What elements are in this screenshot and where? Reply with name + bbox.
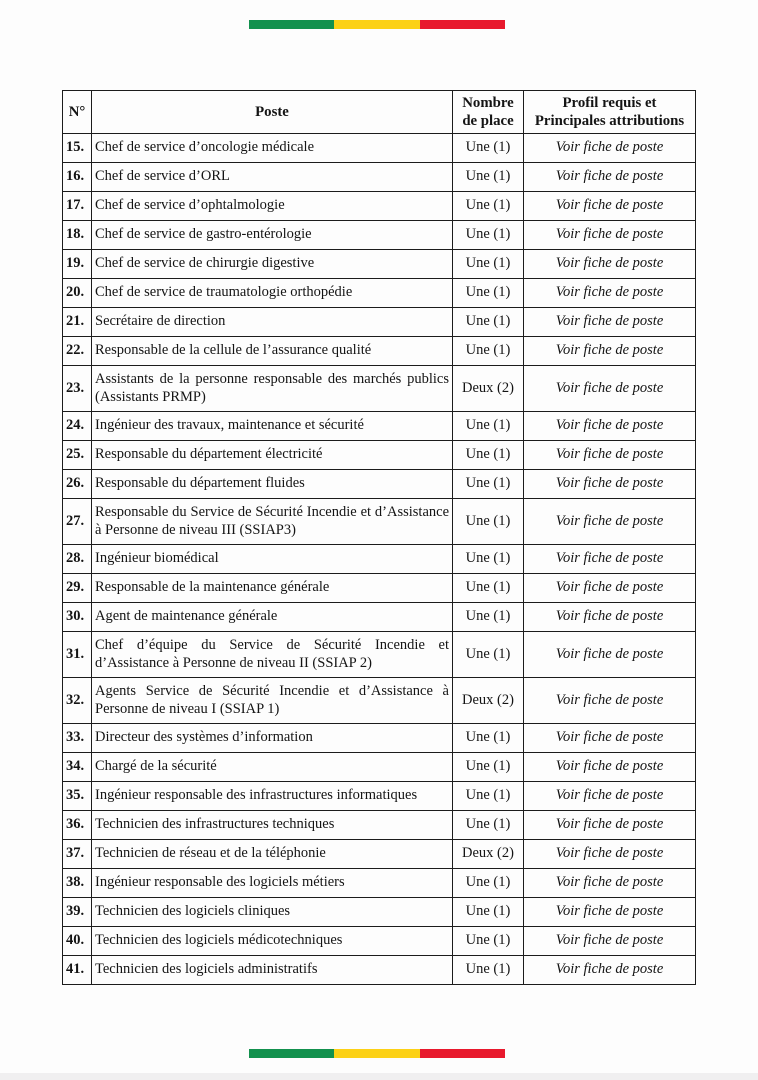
places-cell: Une (1) <box>453 163 524 192</box>
table-row <box>63 192 696 221</box>
profil-cell: Voir fiche de poste <box>524 366 696 412</box>
profil-cell: Voir fiche de poste <box>524 441 696 470</box>
places-cell: Une (1) <box>453 898 524 927</box>
poste-cell: Chef d’équipe du Service de Sécurité Incendie et d’Assistance à Personne de niveau II (SSIAP 2) <box>92 632 453 678</box>
column-header-profil: Profil requis et Principales attributions <box>524 91 696 134</box>
profil-cell: Voir fiche de poste <box>524 603 696 632</box>
poste-cell: Chef de service de traumatologie orthopédie <box>92 279 453 308</box>
places-cell: Une (1) <box>453 250 524 279</box>
table-row <box>63 782 696 811</box>
table-row <box>63 869 696 898</box>
table-row <box>63 250 696 279</box>
profil-cell: Voir fiche de poste <box>524 811 696 840</box>
places-cell: Deux (2) <box>453 678 524 724</box>
row-number-cell: 19. <box>63 250 92 279</box>
profil-cell: Voir fiche de poste <box>524 840 696 869</box>
poste-cell: Technicien des infrastructures techniques <box>92 811 453 840</box>
table-row <box>63 470 696 499</box>
places-cell: Une (1) <box>453 545 524 574</box>
poste-cell: Assistants de la personne responsable des marchés publics (Assistants PRMP) <box>92 366 453 412</box>
places-cell: Une (1) <box>453 412 524 441</box>
profil-cell: Voir fiche de poste <box>524 753 696 782</box>
profil-cell: Voir fiche de poste <box>524 412 696 441</box>
row-number-cell: 32. <box>63 678 92 724</box>
places-cell: Une (1) <box>453 192 524 221</box>
poste-cell: Chef de service de chirurgie digestive <box>92 250 453 279</box>
poste-cell: Responsable de la cellule de l’assurance qualité <box>92 337 453 366</box>
profil-cell: Voir fiche de poste <box>524 192 696 221</box>
table-row <box>63 308 696 337</box>
places-cell: Une (1) <box>453 603 524 632</box>
places-cell: Une (1) <box>453 811 524 840</box>
table-row <box>63 441 696 470</box>
header-row <box>63 91 696 134</box>
column-header-places: Nombre de place <box>453 91 524 134</box>
profil-cell: Voir fiche de poste <box>524 499 696 545</box>
profil-cell: Voir fiche de poste <box>524 782 696 811</box>
column-header-number: N° <box>63 91 92 134</box>
row-number-cell: 35. <box>63 782 92 811</box>
table-row <box>63 898 696 927</box>
profil-cell: Voir fiche de poste <box>524 724 696 753</box>
profil-cell: Voir fiche de poste <box>524 308 696 337</box>
poste-cell: Technicien des logiciels cliniques <box>92 898 453 927</box>
row-number-cell: 24. <box>63 412 92 441</box>
poste-cell: Ingénieur des travaux, maintenance et sécurité <box>92 412 453 441</box>
row-number-cell: 34. <box>63 753 92 782</box>
places-cell: Une (1) <box>453 134 524 163</box>
table-row <box>63 840 696 869</box>
places-cell: Une (1) <box>453 956 524 985</box>
places-cell: Deux (2) <box>453 840 524 869</box>
places-cell: Une (1) <box>453 499 524 545</box>
table-row <box>63 337 696 366</box>
poste-cell: Responsable du département fluides <box>92 470 453 499</box>
poste-cell: Responsable du Service de Sécurité Incendie et d’Assistance à Personne de niveau III (SSIAP3) <box>92 499 453 545</box>
recruitment-table <box>62 90 696 985</box>
flag-red-segment <box>420 20 505 29</box>
poste-cell: Responsable de la maintenance générale <box>92 574 453 603</box>
places-cell: Une (1) <box>453 782 524 811</box>
profil-cell: Voir fiche de poste <box>524 678 696 724</box>
poste-cell: Chef de service d’oncologie médicale <box>92 134 453 163</box>
profil-cell: Voir fiche de poste <box>524 956 696 985</box>
places-cell: Une (1) <box>453 337 524 366</box>
profil-cell: Voir fiche de poste <box>524 632 696 678</box>
poste-cell: Technicien des logiciels administratifs <box>92 956 453 985</box>
table-row <box>63 574 696 603</box>
profil-cell: Voir fiche de poste <box>524 470 696 499</box>
table-header <box>63 91 696 134</box>
profil-cell: Voir fiche de poste <box>524 163 696 192</box>
row-number-cell: 41. <box>63 956 92 985</box>
poste-cell: Chef de service d’ORL <box>92 163 453 192</box>
row-number-cell: 33. <box>63 724 92 753</box>
flag-bar-bottom <box>249 1049 505 1058</box>
places-cell: Une (1) <box>453 724 524 753</box>
table-row <box>63 956 696 985</box>
flag-yellow-segment <box>334 1049 419 1058</box>
poste-cell: Secrétaire de direction <box>92 308 453 337</box>
row-number-cell: 36. <box>63 811 92 840</box>
row-number-cell: 18. <box>63 221 92 250</box>
table-row <box>63 412 696 441</box>
places-cell: Une (1) <box>453 632 524 678</box>
table-row <box>63 811 696 840</box>
row-number-cell: 40. <box>63 927 92 956</box>
flag-red-segment <box>420 1049 505 1058</box>
poste-cell: Directeur des systèmes d’information <box>92 724 453 753</box>
table-row <box>63 221 696 250</box>
flag-bar-top <box>249 20 505 29</box>
page-edge-shadow <box>0 1073 758 1080</box>
profil-cell: Voir fiche de poste <box>524 337 696 366</box>
places-cell: Deux (2) <box>453 366 524 412</box>
table-row <box>63 366 696 412</box>
poste-cell: Chargé de la sécurité <box>92 753 453 782</box>
places-cell: Une (1) <box>453 927 524 956</box>
places-cell: Une (1) <box>453 441 524 470</box>
row-number-cell: 38. <box>63 869 92 898</box>
table-body <box>63 134 696 985</box>
row-number-cell: 25. <box>63 441 92 470</box>
row-number-cell: 15. <box>63 134 92 163</box>
row-number-cell: 26. <box>63 470 92 499</box>
poste-cell: Responsable du département électricité <box>92 441 453 470</box>
flag-green-segment <box>249 20 334 29</box>
poste-cell: Ingénieur responsable des logiciels métiers <box>92 869 453 898</box>
profil-cell: Voir fiche de poste <box>524 221 696 250</box>
profil-cell: Voir fiche de poste <box>524 134 696 163</box>
row-number-cell: 21. <box>63 308 92 337</box>
profil-cell: Voir fiche de poste <box>524 545 696 574</box>
flag-yellow-segment <box>334 20 419 29</box>
profil-cell: Voir fiche de poste <box>524 250 696 279</box>
places-cell: Une (1) <box>453 221 524 250</box>
places-cell: Une (1) <box>453 574 524 603</box>
row-number-cell: 16. <box>63 163 92 192</box>
table-row <box>63 545 696 574</box>
poste-cell: Chef de service de gastro-entérologie <box>92 221 453 250</box>
places-cell: Une (1) <box>453 279 524 308</box>
places-cell: Une (1) <box>453 308 524 337</box>
places-cell: Une (1) <box>453 470 524 499</box>
flag-green-segment <box>249 1049 334 1058</box>
table-row <box>63 279 696 308</box>
profil-cell: Voir fiche de poste <box>524 279 696 308</box>
row-number-cell: 37. <box>63 840 92 869</box>
row-number-cell: 29. <box>63 574 92 603</box>
profil-cell: Voir fiche de poste <box>524 898 696 927</box>
table-row <box>63 927 696 956</box>
places-cell: Une (1) <box>453 869 524 898</box>
table-row <box>63 632 696 678</box>
table-row <box>63 603 696 632</box>
row-number-cell: 17. <box>63 192 92 221</box>
row-number-cell: 22. <box>63 337 92 366</box>
table-row <box>63 163 696 192</box>
column-header-poste: Poste <box>92 91 453 134</box>
table-row <box>63 753 696 782</box>
row-number-cell: 28. <box>63 545 92 574</box>
row-number-cell: 27. <box>63 499 92 545</box>
profil-cell: Voir fiche de poste <box>524 927 696 956</box>
table-row <box>63 134 696 163</box>
table-row <box>63 724 696 753</box>
row-number-cell: 30. <box>63 603 92 632</box>
profil-cell: Voir fiche de poste <box>524 869 696 898</box>
table-row <box>63 499 696 545</box>
poste-cell: Ingénieur biomédical <box>92 545 453 574</box>
poste-cell: Agent de maintenance générale <box>92 603 453 632</box>
table-row <box>63 678 696 724</box>
profil-cell: Voir fiche de poste <box>524 574 696 603</box>
places-cell: Une (1) <box>453 753 524 782</box>
poste-cell: Ingénieur responsable des infrastructures informatiques <box>92 782 453 811</box>
row-number-cell: 39. <box>63 898 92 927</box>
poste-cell: Chef de service d’ophtalmologie <box>92 192 453 221</box>
row-number-cell: 31. <box>63 632 92 678</box>
row-number-cell: 20. <box>63 279 92 308</box>
poste-cell: Agents Service de Sécurité Incendie et d’Assistance à Personne de niveau I (SSIAP 1) <box>92 678 453 724</box>
poste-cell: Technicien de réseau et de la téléphonie <box>92 840 453 869</box>
poste-cell: Technicien des logiciels médicotechniques <box>92 927 453 956</box>
row-number-cell: 23. <box>63 366 92 412</box>
